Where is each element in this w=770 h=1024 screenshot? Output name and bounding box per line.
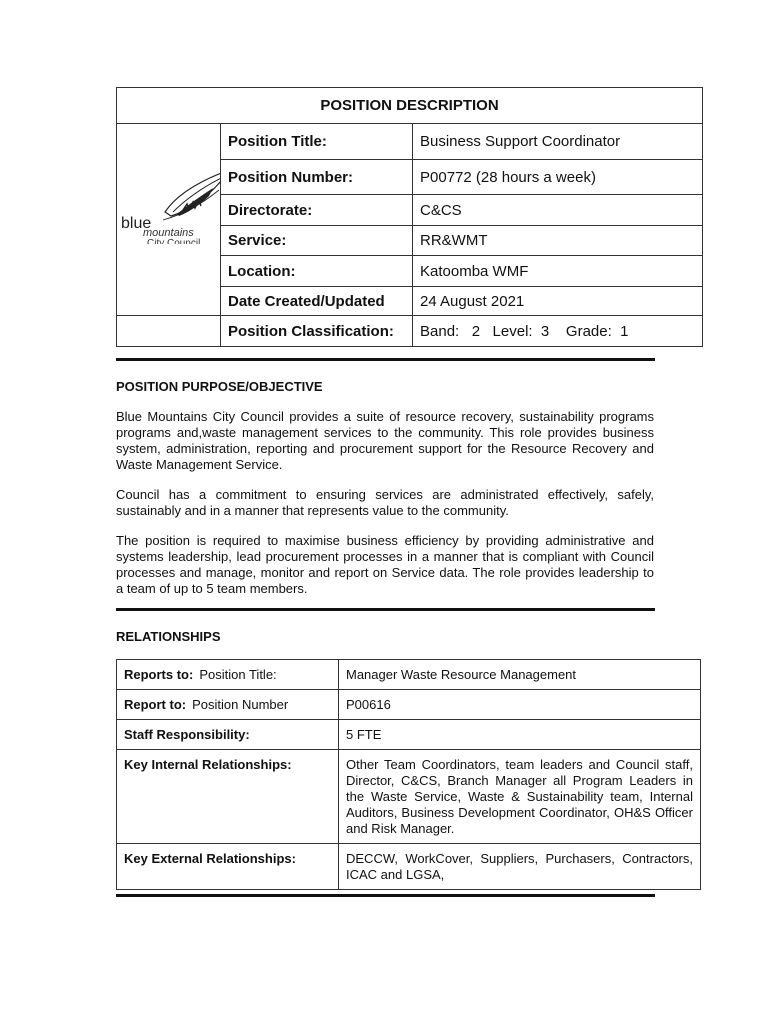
divider-rule <box>116 608 655 611</box>
rel-key-cell <box>117 660 339 690</box>
rel-key-cell <box>117 750 339 844</box>
council-logo <box>117 124 220 244</box>
value-service: RR&WMT <box>413 226 703 256</box>
relationships-table <box>116 659 701 890</box>
rel-key: Report to: <box>124 697 187 712</box>
purpose-paragraph-3: The position is required to maximise business efficiency by providing administrative and systems leadership, lead procurement processes in a manner that is compliant with Council processes and manage, monitor and report on Service data. The role provides leadership to a team of up to 5 team members. <box>116 533 654 596</box>
purpose-heading: POSITION PURPOSE/OBJECTIVE <box>116 379 323 394</box>
value-location: Katoomba WMF <box>413 256 703 287</box>
divider-rule <box>116 358 655 361</box>
rel-key-cell <box>117 690 339 720</box>
position-header-table <box>116 87 703 347</box>
rel-key-extra: Position Number <box>192 697 289 712</box>
rel-key: Key Internal Relationships: <box>124 757 292 772</box>
table-row <box>117 750 701 844</box>
divider-rule <box>116 894 655 897</box>
label-service: Service: <box>221 226 413 256</box>
label-date-created: Date Created/Updated <box>221 287 413 316</box>
rel-key: Key External Relationships: <box>124 851 296 866</box>
value-position-classification: Band: 2 Level: 3 Grade: 1 <box>413 316 703 347</box>
value-directorate: C&CS <box>413 195 703 226</box>
rel-value: Manager Waste Resource Management <box>339 660 701 690</box>
leaf-logo-icon <box>117 124 220 244</box>
rel-key-cell <box>117 720 339 750</box>
purpose-paragraph-1: Blue Mountains City Council provides a suite of resource recovery, sustainability programs programs and,waste management services to the community. This role provides business system, administration, reporting and procurement support for the Resource Recovery and Waste Management Service. <box>116 409 654 472</box>
value-date-created: 24 August 2021 <box>413 287 703 316</box>
rel-value: P00616 <box>339 690 701 720</box>
empty-cell <box>117 316 221 347</box>
rel-key-cell <box>117 844 339 890</box>
rel-key: Staff Responsibility: <box>124 727 250 742</box>
logo-text-city-council: City Council <box>147 238 201 244</box>
table-row <box>117 690 701 720</box>
logo-text-mountains: mountains <box>143 227 194 239</box>
label-position-number: Position Number: <box>221 160 413 195</box>
purpose-paragraph-2: Council has a commitment to ensuring services are administrated effectively, safely, sustainably and in a manner that represents value to the community. <box>116 487 654 518</box>
rel-key-extra: Position Title: <box>199 667 277 682</box>
logo-cell <box>117 124 221 316</box>
value-position-title: Business Support Coordinator <box>413 124 703 160</box>
table-row <box>117 844 701 890</box>
rel-key: Reports to: <box>124 667 194 682</box>
value-position-number: P00772 (28 hours a week) <box>413 160 703 195</box>
label-directorate: Directorate: <box>221 195 413 226</box>
rel-value: 5 FTE <box>339 720 701 750</box>
logo-text-blue: blue <box>121 215 152 232</box>
rel-value: DECCW, WorkCover, Suppliers, Purchasers, Contractors, ICAC and LGSA, <box>339 844 701 890</box>
label-location: Location: <box>221 256 413 287</box>
rel-value: Other Team Coordinators, team leaders and Council staff, Director, C&CS, Branch Manager all Program Leaders in the Waste Service, Waste & Sustainability team, Internal Auditors, Business Development Coordinator, OH&S Officer and Risk Manager. <box>339 750 701 844</box>
document-title: POSITION DESCRIPTION <box>117 88 703 124</box>
label-position-title: Position Title: <box>221 124 413 160</box>
relationships-heading: RELATIONSHIPS <box>116 629 221 644</box>
label-position-classification: Position Classification: <box>221 316 413 347</box>
table-row <box>117 720 701 750</box>
table-row <box>117 660 701 690</box>
